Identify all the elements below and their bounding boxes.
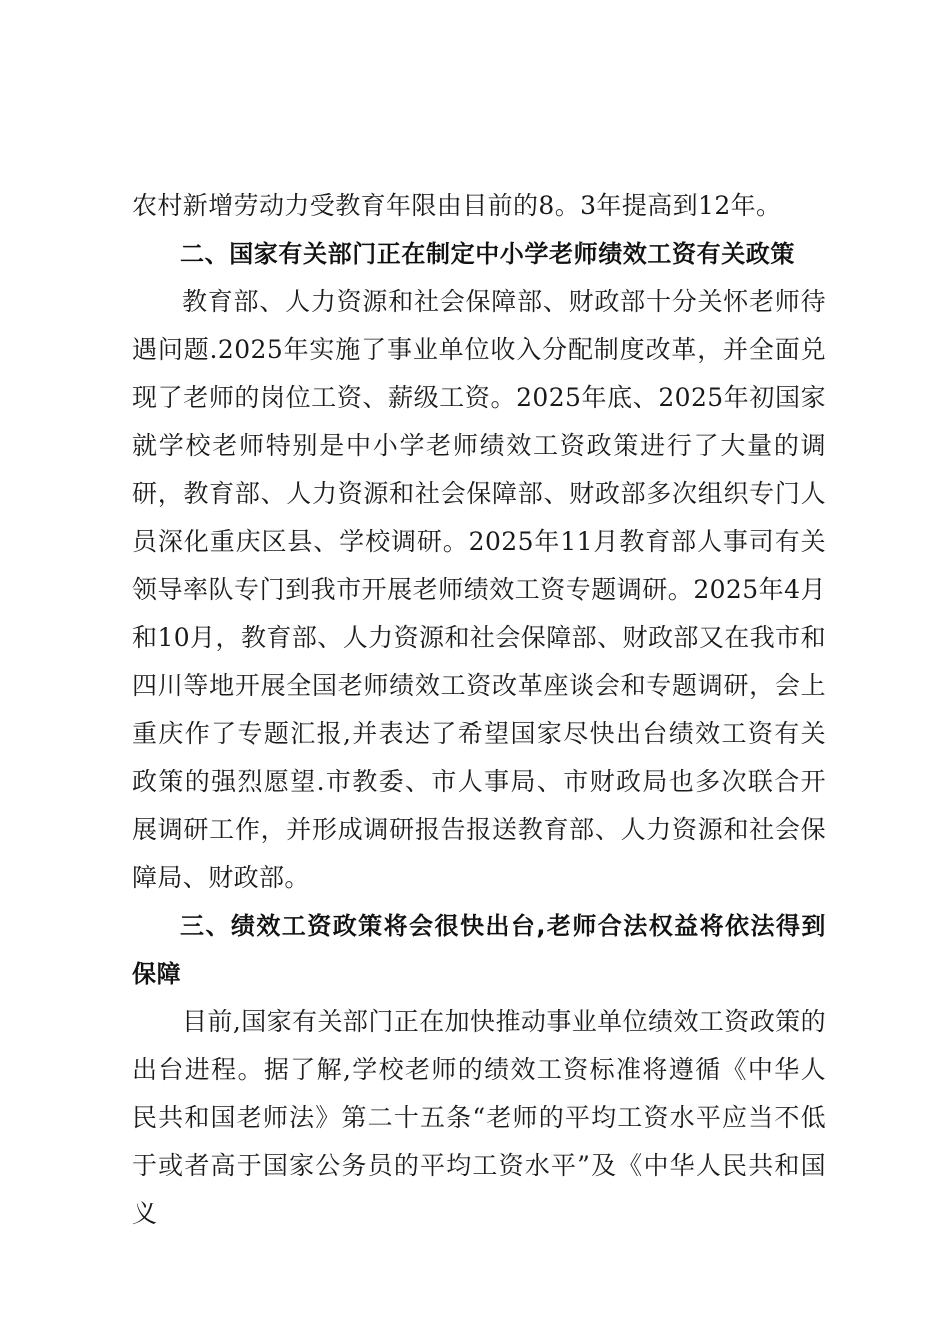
- document-body: [132, 182, 826, 1238]
- section-heading-3: 三、绩效工资政策将会很快出台,老师合法权益将依法得到保障: [132, 912, 826, 988]
- section-heading-2: 二、国家有关部门正在制定中小学老师绩效工资有关政策: [180, 240, 795, 268]
- paragraph-section-3: 目前,国家有关部门正在加快推动事业单位绩效工资政策的出台进程。据了解,学校老师的绩效工资标准将遵循《中华人民共和国老师法》第二十五条“老师的平均工资水平应当不低于或者高于国家公务员的平均工资水平”及《中华人民共和国义: [132, 1007, 826, 1228]
- paragraph-continued: 农村新增劳动力受教育年限由目前的8。3年提高到12年。: [132, 191, 782, 220]
- paragraph-section-2: 教育部、人力资源和社会保障部、财政部十分关怀老师待遇问题.2025年实施了事业单位收入分配制度改革，并全面兑现了老师的岗位工资、薪级工资。2025年底、2025年初国家就学校老师特别是中小学老师绩效工资政策进行了大量的调研，教育部、人力资源和社会保障部、财政部多次组织专门人员深化重庆区县、学校调研。2025年11月教育部人事司有关领导率队专门到我市开展老师绩效工资专题调研。2025年4月和10月，教育部、人力资源和社会保障部、财政部又在我市和四川等地开展全国老师绩效工资改革座谈会和专题调研，会上重庆作了专题汇报,并表达了希望国家尽快出台绩效工资有关政策的强烈愿望.市教委、市人事局、市财政局也多次联合开展调研工作，并形成调研报告报送教育部、人力资源和社会保障局、财政部。: [132, 287, 826, 892]
